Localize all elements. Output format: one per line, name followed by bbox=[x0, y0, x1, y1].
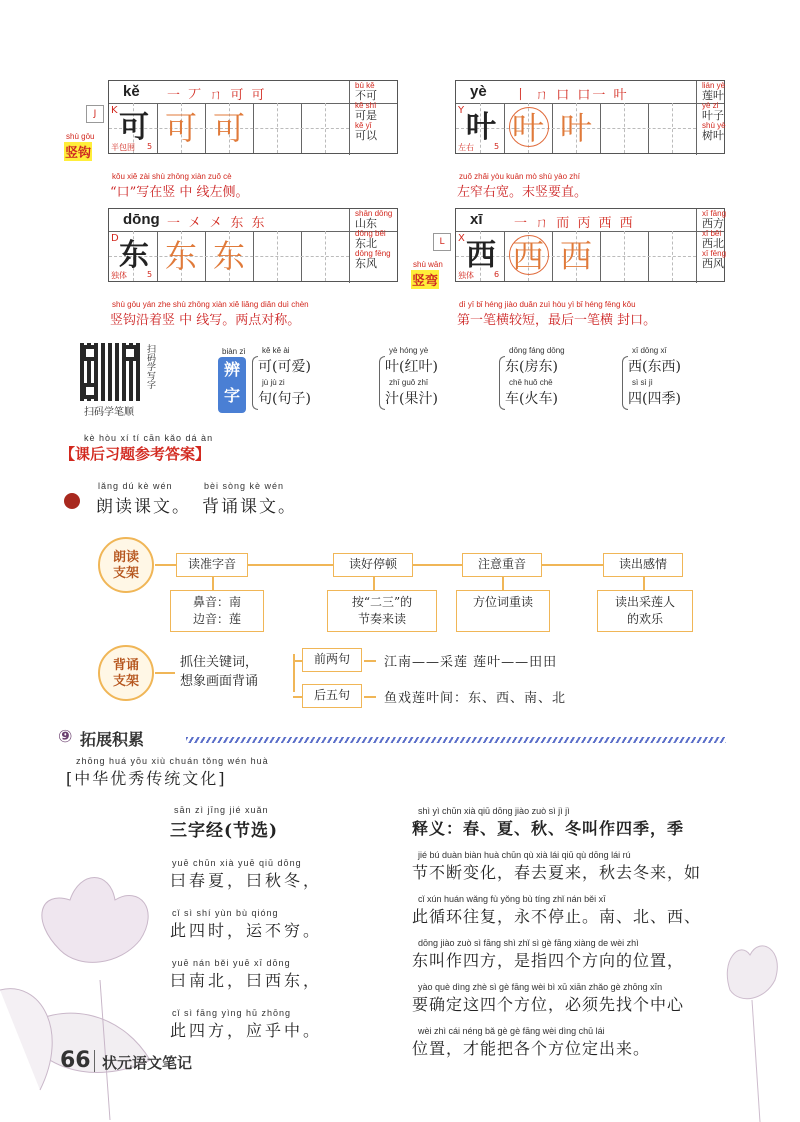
step-detail: 方位词重读 bbox=[456, 590, 550, 632]
pair-text: 车(火车) bbox=[505, 391, 558, 407]
reading-step: 读好停顿 bbox=[333, 553, 413, 577]
section-title: 拓展积累 bbox=[80, 730, 145, 749]
structure-label: 左右 bbox=[458, 143, 474, 152]
book-title: 状元语文笔记 bbox=[102, 1054, 193, 1072]
stroke-order: 一 㐅 㐅 东 东 bbox=[167, 216, 267, 231]
word-text: 东北 bbox=[355, 237, 377, 251]
word-pinyin: shù yè bbox=[702, 120, 726, 130]
recite-key: 前两句 bbox=[302, 648, 362, 672]
highlight-circle bbox=[509, 235, 549, 275]
answers-title: 【课后习题参考答案】 bbox=[60, 445, 211, 463]
trace-character: 东 bbox=[165, 237, 198, 275]
stroke-count: 5 bbox=[494, 142, 500, 151]
answers-pinyin: kè hòu xí tí cān kǎo dá àn bbox=[84, 433, 214, 443]
task-pinyin-1: lǎng dú kè wén bbox=[98, 481, 173, 491]
explanation-line: 要确定这四个方位，必须先找个中心 bbox=[412, 995, 685, 1014]
card-pinyin: dōng bbox=[123, 211, 160, 228]
word-pinyin: lián yè bbox=[702, 81, 726, 90]
word-pinyin: dōng běi bbox=[355, 228, 386, 238]
word-pinyin: kě yǐ bbox=[355, 120, 372, 130]
word-pinyin: kě shì bbox=[355, 100, 377, 110]
row-arrow bbox=[364, 660, 376, 662]
pair-text: 四(四季) bbox=[628, 391, 681, 407]
card-pinyin: yè bbox=[470, 83, 487, 100]
pair-text: 可(可爱) bbox=[258, 359, 311, 375]
writing-card bbox=[455, 208, 725, 282]
task-pinyin-2: bèi sòng kè wén bbox=[204, 481, 285, 491]
word-text: 莲叶 bbox=[702, 89, 724, 103]
word-text: 西北 bbox=[702, 237, 724, 251]
qr-side-label: 扫码学写字 bbox=[145, 344, 155, 389]
word-list bbox=[702, 210, 726, 270]
reading-step: 读出感情 bbox=[603, 553, 683, 577]
culture-pinyin: zhōng huá yōu xiù chuán tǒng wén huà bbox=[76, 756, 269, 766]
trace-character: 西 bbox=[560, 237, 593, 275]
footer-divider bbox=[94, 1050, 95, 1072]
structure-label: 独体 bbox=[458, 271, 474, 280]
bianzi-label-2: 字 bbox=[223, 386, 240, 405]
word-pinyin: bù kě bbox=[355, 81, 375, 90]
word-text: 不可 bbox=[355, 89, 377, 103]
step-detail: 鼻音：南 边音：莲 bbox=[170, 590, 264, 632]
pair-text: 东(房东) bbox=[505, 359, 558, 375]
index-letter: Y bbox=[458, 105, 465, 116]
page-number: 66 bbox=[60, 1048, 91, 1073]
poem-line-pinyin: cǐ sì fāng yìng hū zhōng bbox=[172, 1008, 292, 1018]
pair-pinyin: kě kě ài bbox=[262, 346, 290, 355]
pair-text: 句(句子) bbox=[258, 391, 311, 407]
poem-line-pinyin: yuē chūn xià yuē qiū dōng bbox=[172, 858, 302, 868]
pair-pinyin: yè hóng yè bbox=[389, 346, 429, 355]
word-pinyin: yè zi bbox=[702, 100, 719, 110]
qr-code[interactable] bbox=[80, 343, 140, 401]
word-text: 山东 bbox=[355, 217, 377, 231]
word-pinyin: dōng fēng bbox=[355, 248, 391, 258]
word-text: 可以 bbox=[355, 129, 377, 143]
writing-tip-pinyin: dì yī bǐ héng jiào duǎn zuì hòu yì bǐ héng fēng kǒu bbox=[459, 300, 636, 309]
pair-pinyin: zhī guǒ zhī bbox=[389, 378, 429, 387]
reading-scaffold-circle: 朗读 支架 bbox=[98, 537, 154, 593]
trace-character: 叶 bbox=[560, 109, 593, 147]
writing-tip: 第一笔横较短，最后一笔横 封口。 bbox=[457, 313, 657, 328]
stroke-pinyin: shù gōu bbox=[66, 132, 95, 141]
recite-line bbox=[155, 672, 175, 674]
model-character: 东 bbox=[119, 238, 149, 273]
trace-character: 西 bbox=[512, 237, 545, 275]
word-list bbox=[702, 82, 726, 142]
word-text: 西风 bbox=[702, 257, 724, 271]
model-character: 可 bbox=[119, 110, 149, 145]
pair-text: 汁(果汁) bbox=[385, 391, 438, 407]
trace-character: 东 bbox=[213, 237, 246, 275]
card-pinyin: xī bbox=[470, 211, 483, 228]
poem-line: 此四方，应乎中。 bbox=[170, 1021, 323, 1040]
section-divider bbox=[186, 737, 726, 743]
recite-scaffold-circle: 背诵 支架 bbox=[98, 645, 154, 701]
word-text: 东风 bbox=[355, 257, 377, 271]
bianzi-label-1: 辨 bbox=[223, 360, 240, 379]
index-tab: L bbox=[433, 233, 451, 251]
explanation-line: 释义：春、夏、秋、冬叫作四季，季 bbox=[412, 819, 685, 838]
word-text: 树叶 bbox=[702, 129, 724, 143]
trace-character: 可 bbox=[165, 109, 198, 147]
card-pinyin: kě bbox=[123, 83, 140, 100]
word-list bbox=[355, 210, 392, 270]
stroke-name: 竖钩 bbox=[64, 142, 92, 161]
poem-line: 曰南北，曰西东， bbox=[170, 971, 323, 990]
trace-character: 可 bbox=[213, 109, 246, 147]
stroke-count: 5 bbox=[147, 270, 153, 279]
writing-tip-pinyin: zuǒ zhǎi yòu kuān mò shù yào zhí bbox=[459, 172, 580, 181]
lotus-decoration-right bbox=[690, 900, 800, 1122]
stroke-count: 6 bbox=[494, 270, 500, 279]
trace-character: 叶 bbox=[512, 109, 545, 147]
word-text: 叶子 bbox=[702, 109, 724, 123]
culture-title: [中华优秀传统文化] bbox=[66, 769, 227, 788]
word-text: 可是 bbox=[355, 109, 377, 123]
stroke-order: 一 丆 ㄇ 可 可 bbox=[167, 88, 267, 103]
poem-line: 此四时，运不穷。 bbox=[170, 921, 323, 940]
recite-value: 鱼戏莲叶间：东、西、南、北 bbox=[384, 691, 567, 706]
highlight-circle bbox=[509, 107, 549, 147]
word-pinyin: xī běi bbox=[702, 228, 722, 238]
poem-line-pinyin: yuē nán běi yuē xī dōng bbox=[172, 958, 291, 968]
stroke-name: 竖弯 bbox=[411, 270, 439, 289]
words-divider bbox=[349, 81, 350, 155]
recite-key: 后五句 bbox=[302, 684, 362, 708]
structure-label: 半包围 bbox=[111, 143, 135, 152]
structure-label: 独体 bbox=[111, 271, 127, 280]
task-text-2: 背诵课文。 bbox=[202, 497, 297, 517]
step-connector bbox=[502, 577, 504, 591]
word-pinyin: shān dōng bbox=[355, 209, 393, 218]
explanation-line: 东叫作四方，是指四个方向的位置， bbox=[412, 951, 685, 970]
bianzi-badge bbox=[218, 357, 246, 413]
index-letter: X bbox=[458, 233, 465, 244]
step-connector bbox=[643, 577, 645, 591]
recite-method: 抓住关键词， 想象画面背诵 bbox=[180, 655, 259, 689]
explanation-line: 位置，才能把各个方位定出来。 bbox=[412, 1039, 651, 1058]
pair-text: 叶(红叶) bbox=[385, 359, 438, 375]
bianzi-pinyin: biàn zì bbox=[222, 347, 246, 356]
pair-pinyin: chē huǒ chē bbox=[509, 378, 553, 387]
explanation-pinyin: dōng jiào zuò sì fāng shì zhǐ sì gè fāng xiàng de wèi zhì bbox=[418, 938, 639, 948]
row-arrow bbox=[364, 696, 376, 698]
explanation-pinyin: wèi zhì cái néng bǎ gè gè fāng wèi dìng chū lái bbox=[418, 1026, 605, 1036]
writing-tip: “口”写在竖 中 线左侧。 bbox=[110, 185, 249, 200]
step-detail: 按“二三”的 节奏来读 bbox=[327, 590, 437, 632]
recite-value: 江南——采莲 莲叶——田田 bbox=[384, 655, 558, 670]
qr-bottom-label: 扫码学笔顺 bbox=[84, 407, 134, 418]
writing-card bbox=[108, 80, 398, 154]
stroke-count: 5 bbox=[147, 142, 153, 151]
words-divider bbox=[696, 81, 697, 155]
words-divider bbox=[696, 209, 697, 283]
model-character: 叶 bbox=[466, 110, 496, 145]
pair-pinyin: jù jù zi bbox=[262, 378, 285, 387]
word-pinyin: xī fēng bbox=[702, 248, 727, 258]
words-divider bbox=[349, 209, 350, 283]
pair-pinyin: dōng fáng dōng bbox=[509, 346, 565, 355]
poem-title: 三字经(节选) bbox=[170, 821, 279, 841]
poem-line: 曰春夏，曰秋冬， bbox=[170, 871, 323, 890]
word-pinyin: xī fāng bbox=[702, 209, 727, 218]
index-letter: K bbox=[111, 105, 118, 116]
pair-pinyin: sì sì jì bbox=[632, 378, 653, 387]
step-detail: 读出采莲人 的欢乐 bbox=[597, 590, 693, 632]
explanation-pinyin: cǐ xún huán wǎng fù yǒng bù tíng zhǐ nán běi xī bbox=[418, 894, 606, 904]
word-list bbox=[355, 82, 377, 142]
explanation-line: 此循环往复，永不停止。南、北、西、 bbox=[412, 907, 702, 926]
explanation-pinyin: yào què dìng zhè sì gè fāng wèi bì xū xiān zhǎo gè zhōng xīn bbox=[418, 982, 663, 992]
pair-pinyin: xī dōng xī bbox=[632, 346, 667, 355]
section-icon: ⑨ bbox=[58, 727, 73, 747]
stroke-order: 丨 ㄇ 口 口一 叶 bbox=[514, 88, 629, 103]
explanation-pinyin: shì yì chūn xià qiū dōng jiào zuò sì jì jì bbox=[418, 806, 570, 816]
stroke-pinyin: shù wān bbox=[413, 260, 443, 269]
writing-tip: 左窄右宽。末竖要直。 bbox=[457, 185, 588, 200]
word-text: 西方 bbox=[702, 217, 724, 231]
writing-card bbox=[108, 208, 398, 282]
reading-step: 读准字音 bbox=[176, 553, 248, 577]
explanation-pinyin: jié bú duàn biàn huà chūn qù xià lái qiū qù dōng lái rú bbox=[418, 850, 631, 860]
writing-tip-pinyin: kǒu xiě zài shù zhōng xiàn zuǒ cè bbox=[112, 172, 232, 181]
index-letter: D bbox=[111, 233, 119, 244]
writing-card bbox=[455, 80, 725, 154]
stroke-order: 一 ㄇ 而 丙 西 西 bbox=[514, 216, 635, 231]
model-character: 西 bbox=[466, 238, 496, 273]
pair-text: 西(东西) bbox=[628, 359, 681, 375]
writing-tip-pinyin: shù gōu yán zhe shù zhōng xiàn xiě liǎng diǎn duì chèn bbox=[112, 300, 309, 309]
poem-line-pinyin: cǐ sì shí yùn bù qióng bbox=[172, 908, 279, 918]
step-connector bbox=[212, 577, 214, 591]
writing-tip: 竖钩沿着竖 中 线写。两点对称。 bbox=[110, 313, 301, 328]
step-connector bbox=[373, 577, 375, 591]
reading-step: 注意重音 bbox=[462, 553, 542, 577]
task-text-1: 朗读课文。 bbox=[96, 497, 191, 517]
poem-title-pinyin: sān zì jīng jié xuǎn bbox=[174, 805, 269, 815]
task-dot bbox=[64, 493, 80, 509]
explanation-line: 节不断变化，春去夏来，秋去冬来，如 bbox=[412, 863, 702, 882]
index-tab: J bbox=[86, 105, 104, 123]
